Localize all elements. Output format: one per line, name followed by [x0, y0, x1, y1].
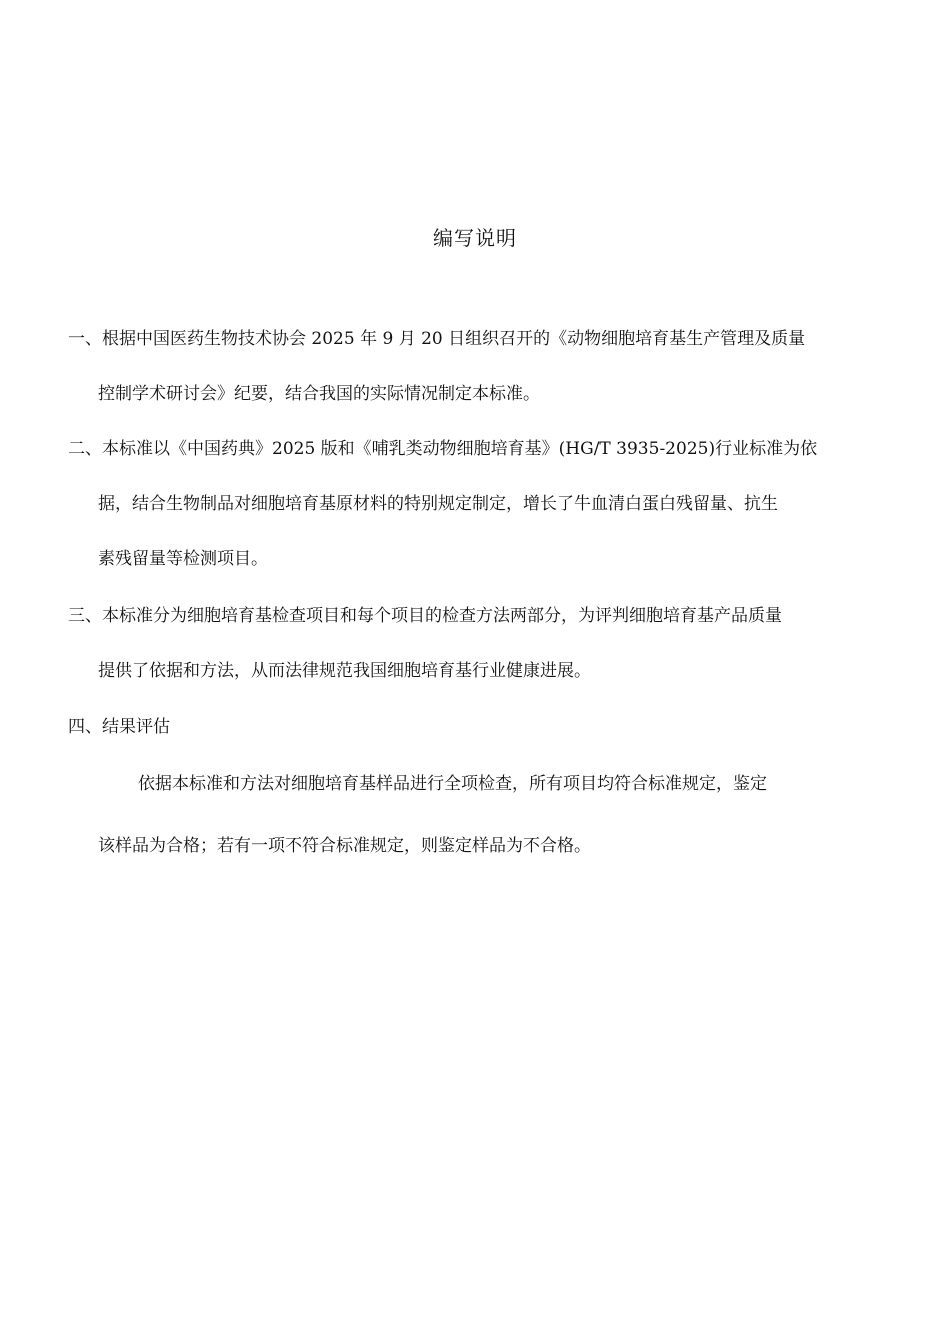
section-item-3-line-2: 提供了依据和方法，从而法律规范我国细胞培育基行业健康进展。	[98, 661, 591, 681]
section-item-1-line-1: 一、根据中国医药生物技术协会 2025 年 9 月 20 日组织召开的《动物细胞培育基生产管理及质量	[68, 329, 806, 349]
section-item-3	[68, 589, 886, 699]
document-title: 编写说明	[433, 226, 517, 250]
section-item-3-line-1: 三、本标准分为细胞培育基检查项目和每个项目的检查方法两部分，为评判细胞培育基产品质量	[68, 606, 782, 626]
section-item-2-line-1: 二、本标准以《中国药典》2025 版和《哺乳类动物细胞培育基》(HG/T 3935-2025)行业标准为依	[68, 439, 818, 459]
section-item-4-heading: 四、结果评估	[68, 717, 170, 737]
section-item-4	[68, 700, 886, 755]
section-item-1	[68, 312, 886, 422]
section-item-1-line-2: 控制学术研讨会》纪要，结合我国的实际情况制定本标准。	[98, 384, 540, 404]
section-item-2-line-2: 据，结合生物制品对细胞培育基原材料的特别规定制定，增长了牛血清白蛋白残留量、抗生	[98, 494, 778, 514]
result-paragraph-line-1: 依据本标准和方法对细胞培育基样品进行全项检查，所有项目均符合标准规定，鉴定	[138, 774, 767, 794]
result-paragraph-line-2: 该样品为合格；若有一项不符合标准规定，则鉴定样品为不合格。	[98, 836, 591, 856]
result-paragraph	[98, 753, 886, 877]
section-item-2	[68, 422, 886, 587]
section-item-2-line-3: 素残留量等检测项目。	[98, 549, 268, 569]
